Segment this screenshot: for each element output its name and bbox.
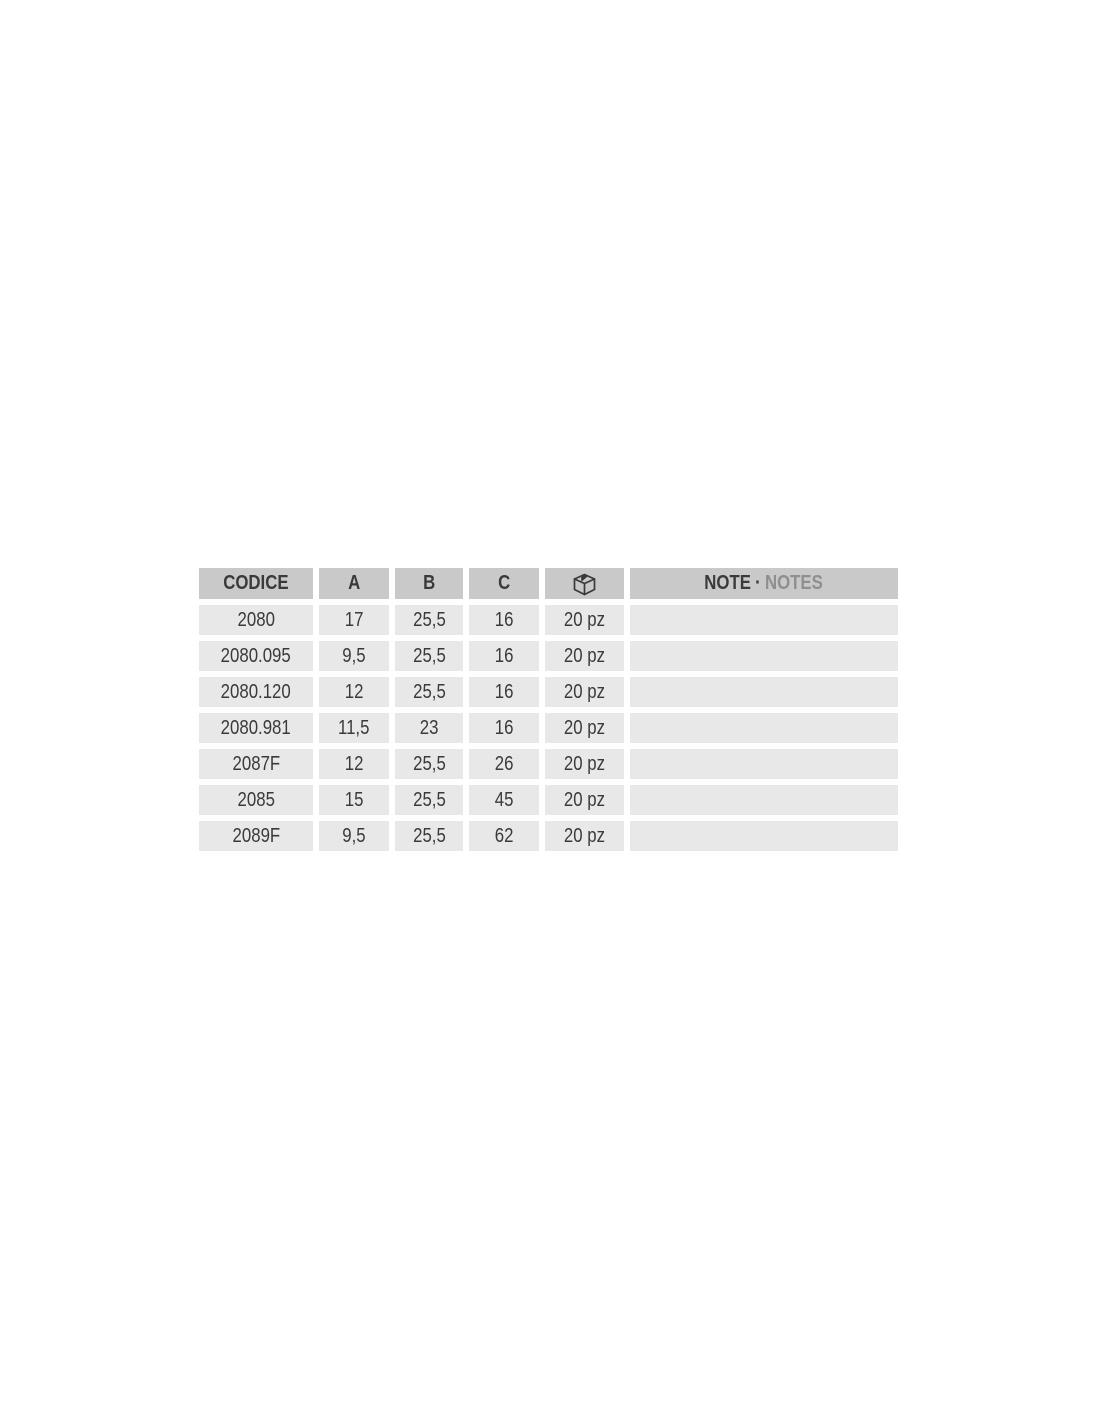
cell-b — [395, 713, 463, 743]
cell-codice — [199, 641, 313, 671]
qty-value: 20 pz — [563, 788, 606, 811]
cell-codice — [199, 713, 313, 743]
cell-codice — [199, 821, 313, 851]
table-row — [199, 821, 898, 851]
cell-c — [469, 713, 539, 743]
cell-codice — [199, 749, 313, 779]
qty-value: 20 pz — [563, 644, 606, 667]
b-value: 25,5 — [412, 788, 446, 811]
qty-value: 20 pz — [563, 680, 606, 703]
cell-c — [469, 785, 539, 815]
header-notes-label — [705, 572, 824, 595]
package-icon — [571, 570, 598, 598]
notes-label: NOTES — [765, 572, 824, 594]
cell-a — [319, 605, 389, 635]
a-value: 9,5 — [342, 644, 366, 667]
c-value: 16 — [494, 680, 514, 703]
cell-note — [630, 641, 898, 671]
cell-qty — [545, 677, 624, 707]
header-b-label: B — [422, 572, 436, 594]
header-c — [469, 568, 539, 599]
b-value: 23 — [419, 716, 439, 739]
codice-value: 2087F — [232, 752, 280, 775]
table-row — [199, 749, 898, 779]
header-a-label: A — [347, 572, 361, 594]
cell-a — [319, 821, 389, 851]
c-value: 16 — [494, 608, 514, 631]
header-notes — [630, 568, 898, 599]
codice-value: 2085 — [237, 788, 275, 811]
codice-value: 2080.120 — [220, 680, 292, 703]
cell-note — [630, 785, 898, 815]
cell-a — [319, 677, 389, 707]
cell-codice — [199, 605, 313, 635]
cell-b — [395, 821, 463, 851]
cell-qty — [545, 605, 624, 635]
note-label: NOTE — [704, 572, 752, 594]
cell-note — [630, 677, 898, 707]
cell-b — [395, 605, 463, 635]
a-value: 15 — [344, 788, 364, 811]
cell-qty — [545, 713, 624, 743]
codice-value: 2080.095 — [220, 644, 292, 667]
codice-value: 2080.981 — [220, 716, 292, 739]
c-value: 16 — [494, 716, 514, 739]
header-codice — [199, 568, 313, 599]
cell-c — [469, 605, 539, 635]
cell-c — [469, 749, 539, 779]
header-packaging — [545, 568, 624, 599]
cell-b — [395, 641, 463, 671]
cell-c — [469, 677, 539, 707]
cell-note — [630, 821, 898, 851]
cell-a — [319, 713, 389, 743]
cell-qty — [545, 785, 624, 815]
cell-c — [469, 641, 539, 671]
b-value: 25,5 — [412, 824, 446, 847]
c-value: 16 — [494, 644, 514, 667]
table-row — [199, 677, 898, 707]
c-value: 26 — [494, 752, 514, 775]
cell-codice — [199, 677, 313, 707]
cell-note — [630, 749, 898, 779]
c-value: 62 — [494, 824, 514, 847]
codice-value: 2089F — [232, 824, 280, 847]
a-value: 12 — [344, 680, 364, 703]
cell-codice — [199, 785, 313, 815]
a-value: 9,5 — [342, 824, 366, 847]
qty-value: 20 pz — [563, 824, 606, 847]
table-row — [199, 785, 898, 815]
c-value: 45 — [494, 788, 514, 811]
table-row — [199, 605, 898, 635]
table-header-row — [199, 568, 898, 599]
table-row — [199, 713, 898, 743]
cell-b — [395, 785, 463, 815]
qty-value: 20 pz — [563, 716, 606, 739]
table-row — [199, 641, 898, 671]
b-value: 25,5 — [412, 752, 446, 775]
b-value: 25,5 — [412, 680, 446, 703]
header-b — [395, 568, 463, 599]
cell-c — [469, 821, 539, 851]
cell-note — [630, 605, 898, 635]
cell-a — [319, 785, 389, 815]
header-codice-label: CODICE — [223, 572, 289, 594]
b-value: 25,5 — [412, 608, 446, 631]
spec-table — [193, 562, 904, 857]
cell-qty — [545, 749, 624, 779]
a-value: 11,5 — [338, 716, 370, 739]
cell-qty — [545, 821, 624, 851]
header-a — [319, 568, 389, 599]
qty-value: 20 pz — [563, 752, 606, 775]
cell-a — [319, 641, 389, 671]
note-separator: · — [755, 572, 762, 594]
cell-b — [395, 677, 463, 707]
product-spec-table — [193, 562, 904, 857]
cell-note — [630, 713, 898, 743]
a-value: 12 — [344, 752, 364, 775]
qty-value: 20 pz — [563, 608, 606, 631]
codice-value: 2080 — [237, 608, 275, 631]
b-value: 25,5 — [412, 644, 446, 667]
cell-qty — [545, 641, 624, 671]
header-c-label: C — [497, 572, 511, 594]
cell-b — [395, 749, 463, 779]
cell-a — [319, 749, 389, 779]
a-value: 17 — [344, 608, 364, 631]
